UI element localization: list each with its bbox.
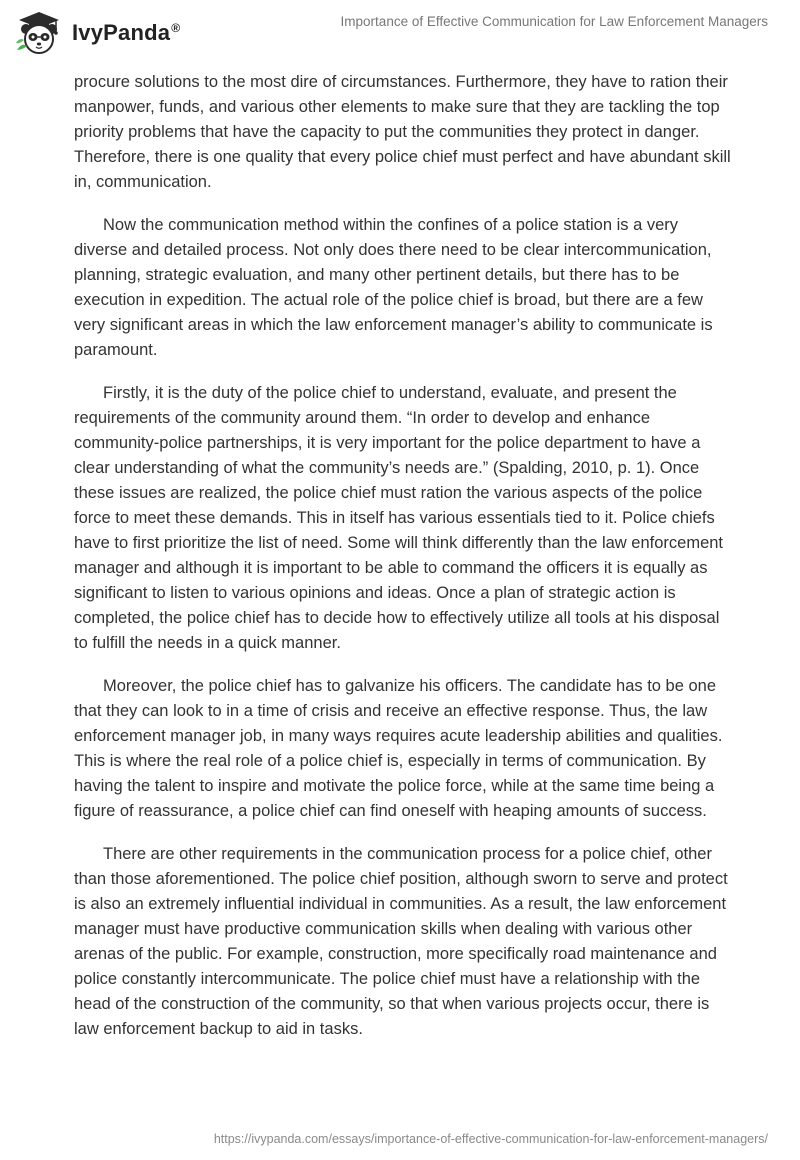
- ivypanda-logo[interactable]: [14, 10, 180, 56]
- paragraph-2: Now the communication method within the confines of a police station is a very diverse and detailed process. Not only does there need to be clear intercommunication, planning, strategic evaluation, and many other pertinent details, but there has to be execution in expedition. The actual role of the police chief is broad, but there are a few very significant areas in which the law enforcement manager’s ability to communicate is paramount.: [74, 216, 713, 359]
- paragraph-5: There are other requirements in the communication process for a police chief, other than those aforementioned. The police chief position, although sworn to serve and protect is also an extremely influential individual in communities. As a result, the law enforcement manager must have productive communication skills when dealing with various other arenas of the public. For example, construction, more specifically road maintenance and police constantly intercommunicate. The police chief must have a relationship with the head of the construction of the community, so that when various projects occur, there is law enforcement backup to aid in tasks.: [74, 845, 728, 1038]
- paragraph-3: Firstly, it is the duty of the police chief to understand, evaluate, and present the requirements of the community around them. “In order to develop and enhance community-police partnerships, it is very important for the police department to have a clear understanding of what the community’s needs are.” (Spalding, 2010, p. 1). Once these issues are realized, the police chief must ration the various aspects of the police force to meet these demands. This in itself has various essentials tied to it. Police chiefs have to first prioritize the list of need. Some will think differently than the law enforcement manager and although it is important to be able to command the officers it is equally as significant to listen to various opinions and ideas. Once a plan of strategic action is completed, the police chief has to decide how to effectively utilize all tools at his disposal to fulfill the needs in a quick manner.: [74, 384, 724, 652]
- paragraph-4: Moreover, the police chief has to galvanize his officers. The candidate has to be one that they can look to in a time of crisis and receive an effective response. Thus, the law enforcement manager job, in many ways requires acute leadership abilities and qualities. This is where the real role of a police chief is, especially in terms of communication. By having the talent to inspire and motivate the police force, while at the same time being a figure of reassurance, a police chief can find oneself with heaping amounts of success.: [74, 677, 723, 820]
- document-title: Importance of Effective Communication for Law Enforcement Managers: [340, 14, 768, 29]
- logo-text: IvyPanda®: [72, 20, 181, 45]
- paragraph-1: procure solutions to the most dire of circumstances. Furthermore, they have to ration their manpower, funds, and various other elements to make sure that they are tackling the top priority problems that have the capacity to put the communities they protect in danger. Therefore, there is one quality that every police chief must perfect and have abundant skill in, communication.: [74, 73, 731, 191]
- essay-body: [74, 70, 734, 1060]
- page-header: [0, 0, 800, 70]
- panda-graduate-icon: [14, 10, 64, 56]
- source-url-link[interactable]: https://ivypanda.com/essays/importance-of-effective-communication-for-law-enforcement-managers/: [213, 1132, 768, 1146]
